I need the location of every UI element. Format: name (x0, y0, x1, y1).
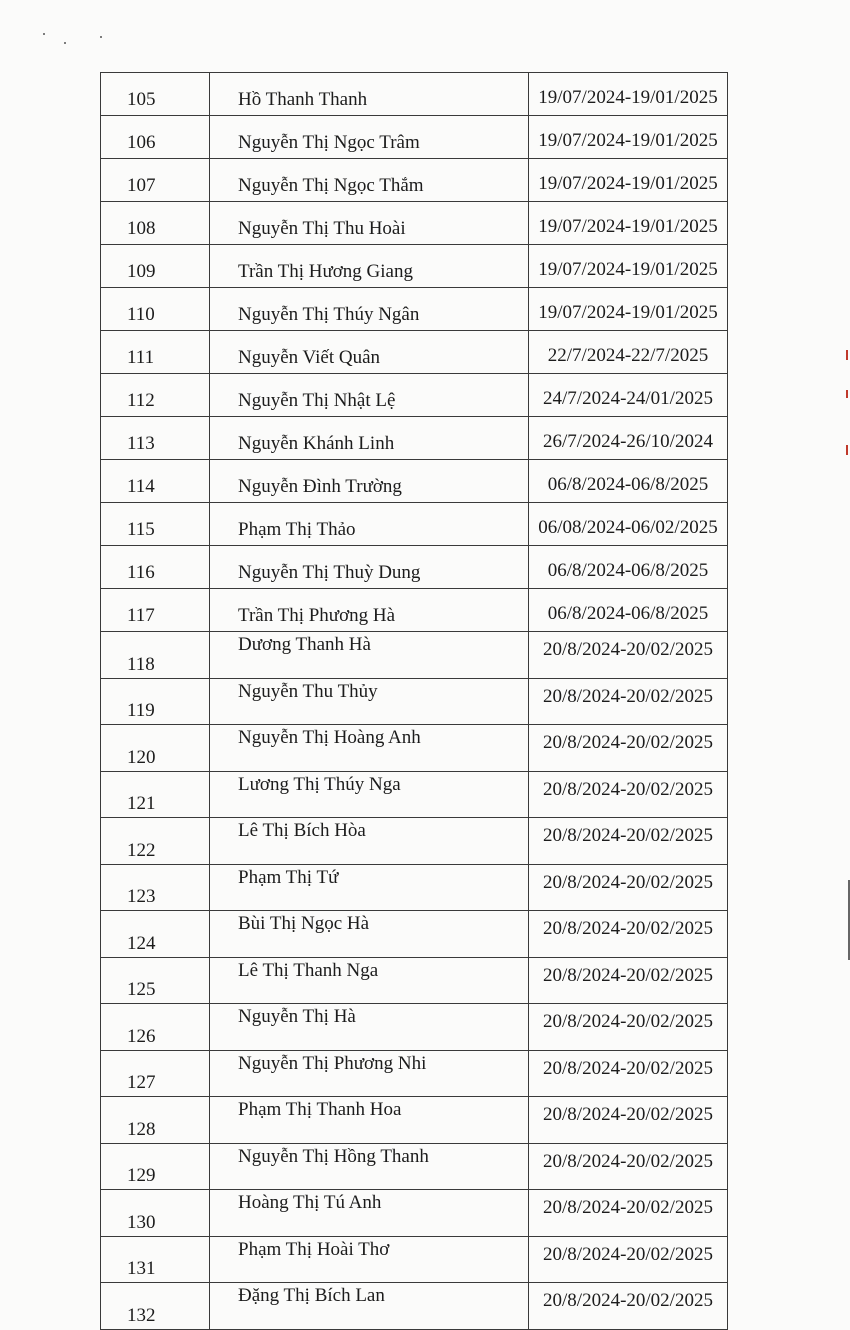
period-cell: 20/8/2024-20/02/2025 (529, 911, 728, 958)
person-name-cell: Hoàng Thị Tú Anh (210, 1190, 529, 1237)
table-row (101, 678, 728, 725)
period-cell: 20/8/2024-20/02/2025 (529, 1004, 728, 1051)
person-name-cell: Nguyễn Thị Hồng Thanh (210, 1143, 529, 1190)
person-name-cell: Dương Thanh Hà (210, 632, 529, 679)
row-number-cell: 123 (101, 864, 210, 911)
table-row (101, 288, 728, 331)
table-row (101, 503, 728, 546)
period-cell: 20/8/2024-20/02/2025 (529, 1050, 728, 1097)
period-cell: 06/8/2024-06/8/2025 (529, 589, 728, 632)
person-name-cell: Trần Thị Phương Hà (210, 589, 529, 632)
person-name-cell: Nguyễn Viết Quân (210, 331, 529, 374)
person-name-cell: Nguyễn Thị Phương Nhi (210, 1050, 529, 1097)
row-number-cell: 119 (101, 678, 210, 725)
period-cell: 20/8/2024-20/02/2025 (529, 1283, 728, 1330)
row-number-cell: 124 (101, 911, 210, 958)
person-name-cell: Nguyễn Thị Thu Hoài (210, 202, 529, 245)
row-number-cell: 117 (101, 589, 210, 632)
row-number-cell: 122 (101, 818, 210, 865)
period-cell: 19/07/2024-19/01/2025 (529, 288, 728, 331)
table-row (101, 1143, 728, 1190)
table-row (101, 632, 728, 679)
table-row (101, 460, 728, 503)
period-cell: 19/07/2024-19/01/2025 (529, 245, 728, 288)
table-row (101, 1283, 728, 1330)
period-cell: 26/7/2024-26/10/2024 (529, 417, 728, 460)
row-number-cell: 114 (101, 460, 210, 503)
period-cell: 06/8/2024-06/8/2025 (529, 546, 728, 589)
period-cell: 20/8/2024-20/02/2025 (529, 957, 728, 1004)
person-name-cell: Nguyễn Thị Thuỳ Dung (210, 546, 529, 589)
period-cell: 24/7/2024-24/01/2025 (529, 374, 728, 417)
table-row (101, 957, 728, 1004)
table-row (101, 546, 728, 589)
period-cell: 20/8/2024-20/02/2025 (529, 725, 728, 772)
row-number-cell: 115 (101, 503, 210, 546)
person-name-cell: Phạm Thị Tứ (210, 864, 529, 911)
row-number-cell: 125 (101, 957, 210, 1004)
row-number-cell: 105 (101, 73, 210, 116)
table-row (101, 1097, 728, 1144)
table-row (101, 1050, 728, 1097)
roster-table-body (101, 73, 728, 1330)
period-cell: 06/8/2024-06/8/2025 (529, 460, 728, 503)
table-row (101, 417, 728, 460)
period-cell: 20/8/2024-20/02/2025 (529, 1097, 728, 1144)
row-number-cell: 130 (101, 1190, 210, 1237)
row-number-cell: 113 (101, 417, 210, 460)
person-name-cell: Nguyễn Đình Trường (210, 460, 529, 503)
table-row (101, 911, 728, 958)
row-number-cell: 116 (101, 546, 210, 589)
margin-mark (846, 445, 848, 455)
margin-mark (846, 350, 848, 360)
row-number-cell: 110 (101, 288, 210, 331)
person-name-cell: Phạm Thị Hoài Thơ (210, 1236, 529, 1283)
table-row (101, 245, 728, 288)
person-name-cell: Lê Thị Thanh Nga (210, 957, 529, 1004)
person-name-cell: Nguyễn Thị Ngọc Thắm (210, 159, 529, 202)
table-row (101, 1004, 728, 1051)
row-number-cell: 118 (101, 632, 210, 679)
person-name-cell: Lương Thị Thúy Nga (210, 771, 529, 818)
person-name-cell: Nguyễn Thị Ngọc Trâm (210, 116, 529, 159)
row-number-cell: 111 (101, 331, 210, 374)
table-row (101, 202, 728, 245)
period-cell: 22/7/2024-22/7/2025 (529, 331, 728, 374)
row-number-cell: 129 (101, 1143, 210, 1190)
period-cell: 20/8/2024-20/02/2025 (529, 1143, 728, 1190)
margin-mark (846, 390, 848, 398)
person-name-cell: Phạm Thị Thảo (210, 503, 529, 546)
period-cell: 20/8/2024-20/02/2025 (529, 818, 728, 865)
roster-table (100, 72, 728, 1330)
person-name-cell: Nguyễn Thị Thúy Ngân (210, 288, 529, 331)
period-cell: 19/07/2024-19/01/2025 (529, 202, 728, 245)
person-name-cell: Lê Thị Bích Hòa (210, 818, 529, 865)
scan-speck (64, 42, 66, 44)
scan-speck (100, 36, 102, 38)
period-cell: 20/8/2024-20/02/2025 (529, 1236, 728, 1283)
table-row (101, 1236, 728, 1283)
person-name-cell: Nguyễn Thị Hoàng Anh (210, 725, 529, 772)
table-row (101, 725, 728, 772)
period-cell: 20/8/2024-20/02/2025 (529, 1190, 728, 1237)
person-name-cell: Hồ Thanh Thanh (210, 73, 529, 116)
period-cell: 19/07/2024-19/01/2025 (529, 159, 728, 202)
table-row (101, 374, 728, 417)
scan-speck (43, 33, 45, 35)
row-number-cell: 112 (101, 374, 210, 417)
table-row (101, 73, 728, 116)
table-row (101, 159, 728, 202)
person-name-cell: Phạm Thị Thanh Hoa (210, 1097, 529, 1144)
row-number-cell: 131 (101, 1236, 210, 1283)
person-name-cell: Trần Thị Hương Giang (210, 245, 529, 288)
table-row (101, 116, 728, 159)
table-row (101, 771, 728, 818)
person-name-cell: Nguyễn Khánh Linh (210, 417, 529, 460)
row-number-cell: 132 (101, 1283, 210, 1330)
period-cell: 06/08/2024-06/02/2025 (529, 503, 728, 546)
table-row (101, 1190, 728, 1237)
row-number-cell: 109 (101, 245, 210, 288)
table-row (101, 589, 728, 632)
table-row (101, 818, 728, 865)
person-name-cell: Đặng Thị Bích Lan (210, 1283, 529, 1330)
person-name-cell: Nguyễn Thị Nhật Lệ (210, 374, 529, 417)
row-number-cell: 128 (101, 1097, 210, 1144)
period-cell: 20/8/2024-20/02/2025 (529, 864, 728, 911)
person-name-cell: Nguyễn Thị Hà (210, 1004, 529, 1051)
period-cell: 20/8/2024-20/02/2025 (529, 678, 728, 725)
person-name-cell: Bùi Thị Ngọc Hà (210, 911, 529, 958)
row-number-cell: 106 (101, 116, 210, 159)
person-name-cell: Nguyễn Thu Thủy (210, 678, 529, 725)
table-row (101, 864, 728, 911)
row-number-cell: 120 (101, 725, 210, 772)
period-cell: 19/07/2024-19/01/2025 (529, 116, 728, 159)
row-number-cell: 126 (101, 1004, 210, 1051)
table-row (101, 331, 728, 374)
period-cell: 19/07/2024-19/01/2025 (529, 73, 728, 116)
period-cell: 20/8/2024-20/02/2025 (529, 632, 728, 679)
row-number-cell: 108 (101, 202, 210, 245)
row-number-cell: 121 (101, 771, 210, 818)
row-number-cell: 127 (101, 1050, 210, 1097)
row-number-cell: 107 (101, 159, 210, 202)
period-cell: 20/8/2024-20/02/2025 (529, 771, 728, 818)
